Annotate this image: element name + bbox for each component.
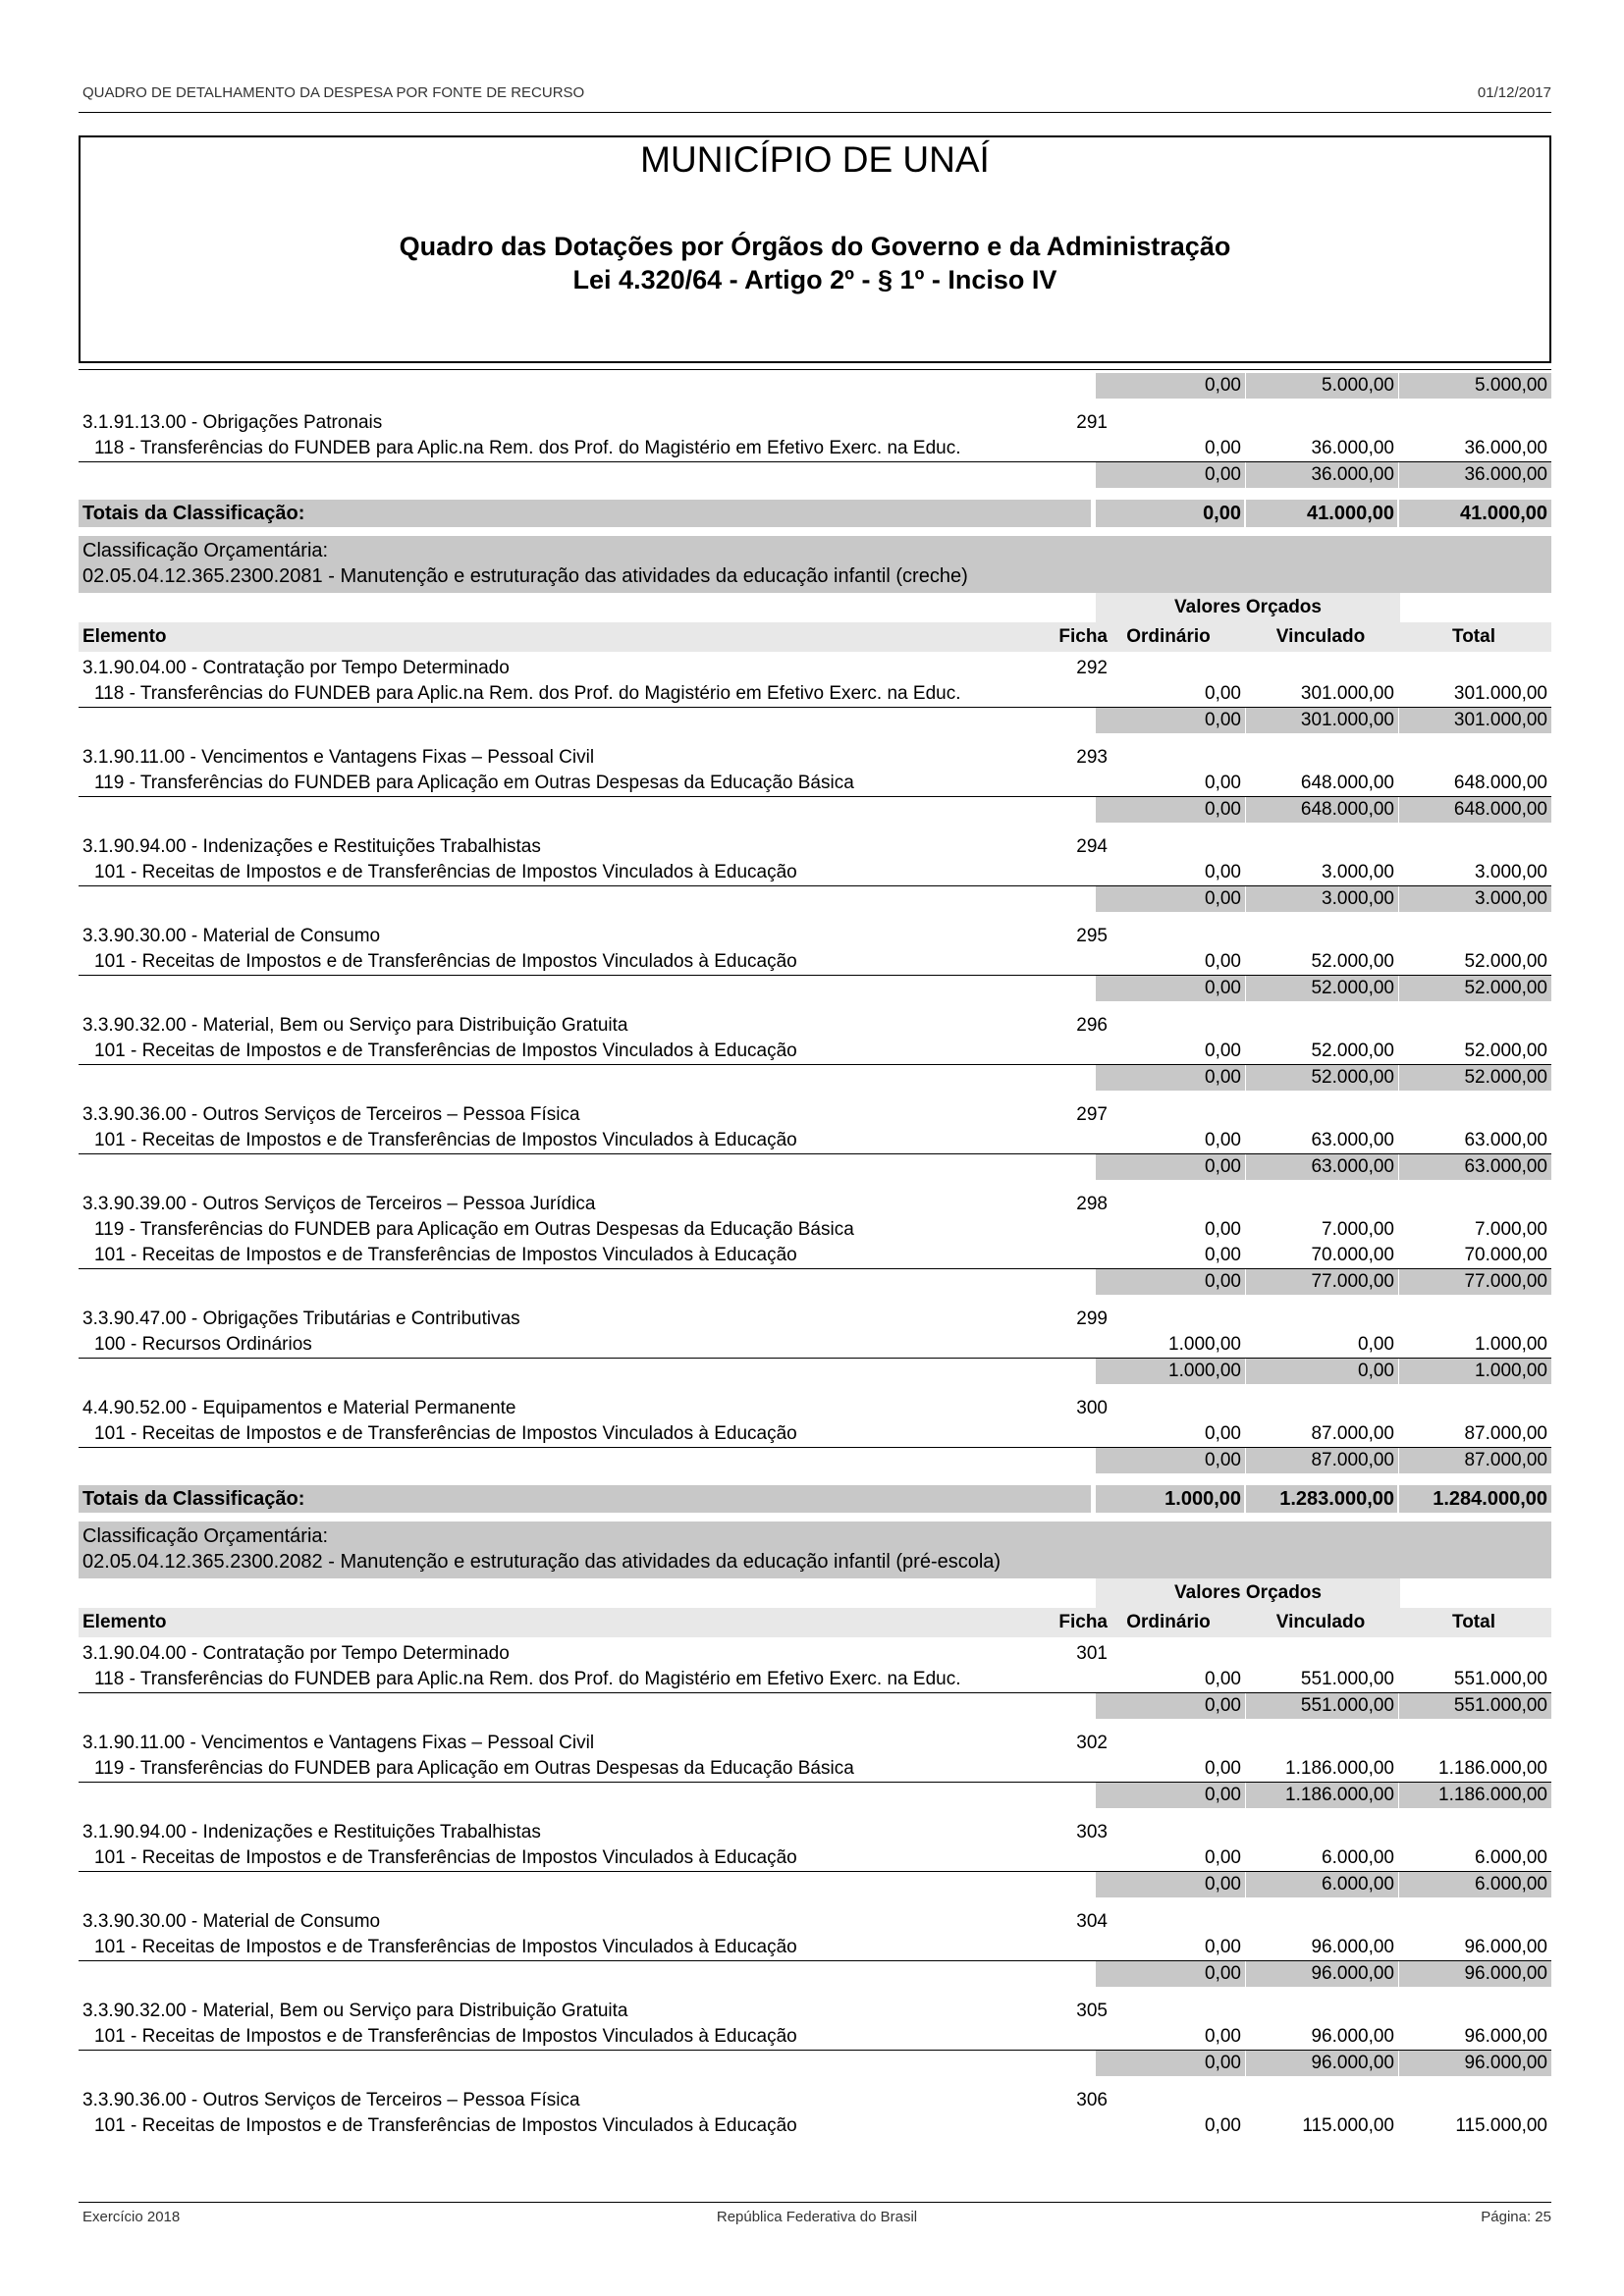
ordinario-value: 0,00 (1205, 1423, 1241, 1444)
fonte-name: 101 - Receitas de Impostos e de Transferências de Impostos Vinculados à Educação (94, 1130, 797, 1150)
ficha-number: 304 (1076, 1911, 1108, 1932)
vinculado-value: 7.000,00 (1322, 1219, 1394, 1240)
subtotal-row (79, 886, 1551, 912)
valores-orcados-row (79, 593, 1551, 622)
fonte-row (79, 860, 1551, 886)
subtotal-row (79, 462, 1551, 488)
element-row (79, 1641, 1551, 1667)
ordinario-value: 0,00 (1205, 2115, 1241, 2136)
subtotal-vinculado: 36.000,00 (1311, 464, 1394, 485)
ficha-number: 301 (1076, 1643, 1108, 1664)
subtotal-row (79, 1154, 1551, 1180)
document-title: Quadro das Dotações por Órgãos do Governo e da Administração (399, 232, 1231, 261)
vinculado-value: 52.000,00 (1311, 951, 1394, 972)
ficha-number: 291 (1076, 412, 1108, 433)
total-value: 6.000,00 (1475, 1847, 1547, 1868)
total-value: 301.000,00 (1453, 683, 1547, 704)
valores-orcados-label: Valores Orçados (1096, 593, 1400, 622)
fonte-row (79, 1935, 1551, 1961)
fonte-name: 119 - Transferências do FUNDEB para Aplicação em Outras Despesas da Educação Básica (94, 1758, 854, 1779)
column-divider (1245, 373, 1246, 399)
subtotal-row (79, 1872, 1551, 1897)
subtotal-ordinario: 0,00 (1205, 1785, 1241, 1805)
total-vinculado: 1.283.000,00 (1279, 1488, 1394, 1510)
ficha-number: 300 (1076, 1398, 1108, 1418)
fonte-name: 119 - Transferências do FUNDEB para Aplicação em Outras Despesas da Educação Básica (94, 1219, 854, 1240)
subtotal-ordinario: 0,00 (1205, 1874, 1241, 1895)
total-value: 87.000,00 (1464, 1423, 1547, 1444)
fonte-row (79, 949, 1551, 976)
fonte-name: 101 - Receitas de Impostos e de Transferências de Impostos Vinculados à Educação (94, 1245, 797, 1265)
total-value: 52.000,00 (1464, 1041, 1547, 1061)
element-name: 3.1.90.11.00 - Vencimentos e Vantagens Fixas – Pessoal Civil (82, 747, 595, 768)
element-row (79, 1307, 1551, 1332)
fonte-row (79, 1128, 1551, 1154)
column-header-total: Total (1452, 626, 1495, 647)
fonte-name: 100 - Recursos Ordinários (94, 1334, 312, 1355)
ordinario-value: 0,00 (1205, 1219, 1241, 1240)
fonte-name: 101 - Receitas de Impostos e de Transferências de Impostos Vinculados à Educação (94, 2026, 797, 2047)
ordinario-value: 0,00 (1205, 683, 1241, 704)
subtotal-vinculado: 52.000,00 (1311, 978, 1394, 998)
vinculado-value: 70.000,00 (1311, 1245, 1394, 1265)
fonte-row (79, 436, 1551, 462)
fonte-row (79, 1845, 1551, 1872)
element-row (79, 1820, 1551, 1845)
total-value: 52.000,00 (1464, 951, 1547, 972)
column-divider (1244, 1485, 1246, 1513)
vinculado-value: 87.000,00 (1311, 1423, 1394, 1444)
subtotal-ordinario: 0,00 (1205, 2053, 1241, 2073)
column-divider (1398, 708, 1399, 733)
subtotal-vinculado: 87.000,00 (1311, 1450, 1394, 1470)
ordinario-value: 0,00 (1205, 773, 1241, 793)
element-name: 3.1.90.04.00 - Contratação por Tempo Determinado (82, 658, 510, 678)
classification-label: Classificação Orçamentária: (82, 1525, 329, 1547)
column-divider (1398, 886, 1399, 912)
fonte-row (79, 1756, 1551, 1783)
column-header-ficha: Ficha (1058, 1612, 1108, 1632)
valores-orcados-label: Valores Orçados (1096, 1578, 1400, 1608)
subtotal-ordinario: 0,00 (1205, 464, 1241, 485)
fonte-name: 118 - Transferências do FUNDEB para Aplic.na Rem. dos Prof. do Magistério em Efetivo Exerc. na Educ. (94, 438, 961, 458)
vinculado-value: 6.000,00 (1322, 1847, 1394, 1868)
subtotal-vinculado: 1.186.000,00 (1285, 1785, 1394, 1805)
vinculado-value: 551.000,00 (1300, 1669, 1394, 1689)
column-header-vinculado: Vinculado (1275, 1612, 1366, 1632)
element-row (79, 656, 1551, 681)
classification-code: 02.05.04.12.365.2300.2081 - Manutenção e estruturação das atividades da educação infantil (creche) (82, 565, 968, 587)
column-divider (1398, 797, 1399, 823)
ordinario-value: 0,00 (1205, 862, 1241, 882)
total-value: 551.000,00 (1453, 1669, 1547, 1689)
subtotal-row (79, 976, 1551, 1001)
fonte-name: 101 - Receitas de Impostos e de Transferências de Impostos Vinculados à Educação (94, 1041, 797, 1061)
fonte-name: 101 - Receitas de Impostos e de Transferências de Impostos Vinculados à Educação (94, 1847, 797, 1868)
column-divider (1398, 1154, 1399, 1180)
column-divider (1245, 1065, 1246, 1091)
ficha-number: 296 (1076, 1015, 1108, 1036)
column-header-ordinario: Ordinário (1126, 626, 1211, 647)
column-header-elemento: Elemento (82, 1612, 167, 1632)
column-divider (1398, 1065, 1399, 1091)
subtotal-vinculado: 0,00 (1358, 1361, 1394, 1381)
subtotal-total: 96.000,00 (1464, 1963, 1547, 1984)
total-value: 115.000,00 (1455, 2115, 1547, 2136)
element-name: 3.3.90.39.00 - Outros Serviços de Terceiros – Pessoa Jurídica (82, 1194, 596, 1214)
element-row (79, 1909, 1551, 1935)
total-value: 36.000,00 (1464, 438, 1547, 458)
fonte-row (79, 1667, 1551, 1693)
element-name: 3.3.90.36.00 - Outros Serviços de Terceiros – Pessoa Física (82, 2090, 580, 2110)
column-header-vinculado: Vinculado (1275, 626, 1366, 647)
column-header-ficha: Ficha (1058, 626, 1108, 647)
classification-total-row (79, 500, 1551, 527)
subtotal-vinculado: 551.000,00 (1300, 1695, 1394, 1716)
classification-label: Classificação Orçamentária: (82, 540, 329, 561)
total-total: 1.284.000,00 (1433, 1488, 1547, 1510)
vinculado-value: 63.000,00 (1311, 1130, 1394, 1150)
column-header-ordinario: Ordinário (1126, 1612, 1211, 1632)
subtotal-row (79, 1961, 1551, 1987)
legal-reference: Lei 4.320/64 - Artigo 2º - § 1º - Inciso IV (572, 265, 1057, 294)
ficha-number: 293 (1076, 747, 1108, 768)
subtotal-ordinario: 0,00 (1205, 1067, 1241, 1088)
vinculado-value: 96.000,00 (1311, 2026, 1394, 2047)
totals-label: Totais da Classificação: (82, 1488, 305, 1510)
subtotal-row (79, 1065, 1551, 1091)
column-divider (1244, 500, 1246, 527)
title-box (79, 135, 1551, 363)
vinculado-value: 96.000,00 (1311, 1937, 1394, 1957)
total-value: 648.000,00 (1453, 773, 1547, 793)
footer-divider (79, 2202, 1551, 2203)
subtotal-total: 5.000,00 (1475, 375, 1547, 396)
subtotal-total: 6.000,00 (1475, 1874, 1547, 1895)
column-divider (1398, 1872, 1399, 1897)
ficha-number: 297 (1076, 1104, 1108, 1125)
totals-label: Totais da Classificação: (82, 503, 305, 524)
total-value: 96.000,00 (1464, 1937, 1547, 1957)
column-divider (1398, 1269, 1399, 1295)
column-divider (1398, 1783, 1399, 1808)
vinculado-value: 115.000,00 (1302, 2115, 1394, 2136)
column-divider (1245, 1961, 1246, 1987)
fonte-row (79, 681, 1551, 708)
ficha-number: 306 (1076, 2090, 1108, 2110)
fonte-row (79, 1217, 1551, 1243)
total-total: 41.000,00 (1460, 503, 1547, 524)
fonte-row (79, 2024, 1551, 2051)
fiscal-year: Exercício 2018 (82, 2209, 181, 2225)
column-divider (1245, 708, 1246, 733)
total-ordinario: 1.000,00 (1164, 1488, 1241, 1510)
subtotal-total: 1.000,00 (1475, 1361, 1547, 1381)
element-row (79, 1013, 1551, 1039)
column-divider (1398, 1961, 1399, 1987)
element-row (79, 1999, 1551, 2024)
subtotal-total: 301.000,00 (1453, 710, 1547, 730)
subtotal-vinculado: 96.000,00 (1311, 1963, 1394, 1984)
subtotal-total: 87.000,00 (1464, 1450, 1547, 1470)
column-divider (1245, 462, 1246, 488)
column-divider (1245, 1269, 1246, 1295)
fonte-name: 101 - Receitas de Impostos e de Transferências de Impostos Vinculados à Educação (94, 1423, 797, 1444)
total-value: 3.000,00 (1475, 862, 1547, 882)
column-divider (1245, 2051, 1246, 2076)
fonte-name: 119 - Transferências do FUNDEB para Aplicação em Outras Despesas da Educação Básica (94, 773, 854, 793)
ficha-number: 302 (1076, 1733, 1108, 1753)
subtotal-ordinario: 0,00 (1205, 710, 1241, 730)
fonte-name: 101 - Receitas de Impostos e de Transferências de Impostos Vinculados à Educação (94, 2115, 797, 2136)
fonte-name: 118 - Transferências do FUNDEB para Aplic.na Rem. dos Prof. do Magistério em Efetivo Exerc. na Educ. (94, 1669, 961, 1689)
subtotal-vinculado: 52.000,00 (1311, 1067, 1394, 1088)
column-header-elemento: Elemento (82, 626, 167, 647)
column-divider (1245, 1872, 1246, 1897)
column-divider (1245, 1448, 1246, 1473)
element-name: 3.3.90.32.00 - Material, Bem ou Serviço para Distribuição Gratuita (82, 1015, 628, 1036)
subtotal-total: 1.186.000,00 (1438, 1785, 1547, 1805)
element-name: 3.3.90.30.00 - Material de Consumo (82, 926, 381, 946)
fonte-name: 101 - Receitas de Impostos e de Transferências de Impostos Vinculados à Educação (94, 1937, 797, 1957)
column-divider (1245, 886, 1246, 912)
column-divider (1398, 1693, 1399, 1719)
subtotal-total: 96.000,00 (1464, 2053, 1547, 2073)
subtotal-vinculado: 6.000,00 (1322, 1874, 1394, 1895)
country-name: República Federativa do Brasil (716, 2209, 918, 2225)
subtotal-total: 36.000,00 (1464, 464, 1547, 485)
subtotal-ordinario: 0,00 (1205, 1695, 1241, 1716)
total-value: 63.000,00 (1464, 1130, 1547, 1150)
element-row (79, 1396, 1551, 1421)
vinculado-value: 3.000,00 (1322, 862, 1394, 882)
subtotal-row (79, 2051, 1551, 2076)
subtotal-row (79, 1269, 1551, 1295)
subtotal-total: 52.000,00 (1464, 978, 1547, 998)
total-ordinario: 0,00 (1203, 503, 1241, 524)
vinculado-value: 301.000,00 (1300, 683, 1394, 704)
page-header (82, 84, 1551, 104)
page-number: Página: 25 (1481, 2209, 1551, 2225)
subtotal-ordinario: 0,00 (1205, 1450, 1241, 1470)
report-name: QUADRO DE DETALHAMENTO DA DESPESA POR FONTE DE RECURSO (82, 84, 585, 101)
ordinario-value: 0,00 (1205, 1847, 1241, 1868)
fonte-name: 101 - Receitas de Impostos e de Transferências de Impostos Vinculados à Educação (94, 862, 797, 882)
subtotal-vinculado: 96.000,00 (1311, 2053, 1394, 2073)
ordinario-value: 0,00 (1205, 2026, 1241, 2047)
ordinario-value: 0,00 (1205, 438, 1241, 458)
subtotal-total: 77.000,00 (1464, 1271, 1547, 1292)
column-divider (1398, 1448, 1399, 1473)
ficha-number: 299 (1076, 1308, 1108, 1329)
element-name: 3.3.90.36.00 - Outros Serviços de Terceiros – Pessoa Física (82, 1104, 580, 1125)
ficha-number: 305 (1076, 2001, 1108, 2021)
element-name: 3.3.90.47.00 - Obrigações Tributárias e Contributivas (82, 1308, 520, 1329)
column-divider (1245, 1154, 1246, 1180)
subtotal-row (79, 1359, 1551, 1384)
valores-orcados-row (79, 1578, 1551, 1608)
ordinario-value: 0,00 (1205, 1041, 1241, 1061)
budget-table (79, 373, 1551, 2139)
vinculado-value: 36.000,00 (1311, 438, 1394, 458)
element-row (79, 1731, 1551, 1756)
total-value: 7.000,00 (1475, 1219, 1547, 1240)
total-value: 96.000,00 (1464, 2026, 1547, 2047)
subtotal-total: 63.000,00 (1464, 1156, 1547, 1177)
column-divider (1245, 797, 1246, 823)
fonte-row (79, 1332, 1551, 1359)
column-header-row (79, 622, 1551, 652)
total-vinculado: 41.000,00 (1307, 503, 1394, 524)
column-divider (1398, 976, 1399, 1001)
subtotal-vinculado: 3.000,00 (1322, 888, 1394, 909)
fonte-row (79, 2113, 1551, 2139)
subtotal-vinculado: 648.000,00 (1300, 799, 1394, 820)
column-divider (1398, 462, 1399, 488)
classification-header (79, 1522, 1551, 1578)
subtotal-vinculado: 301.000,00 (1300, 710, 1394, 730)
ordinario-value: 0,00 (1205, 1130, 1241, 1150)
ficha-number: 295 (1076, 926, 1108, 946)
element-row (79, 410, 1551, 436)
subtotal-total: 551.000,00 (1453, 1695, 1547, 1716)
element-row (79, 2088, 1551, 2113)
total-value: 1.000,00 (1475, 1334, 1547, 1355)
subtotal-ordinario: 0,00 (1205, 1271, 1241, 1292)
element-row (79, 745, 1551, 771)
vinculado-value: 52.000,00 (1311, 1041, 1394, 1061)
column-header-row (79, 1608, 1551, 1637)
subtotal-row (79, 373, 1551, 399)
element-name: 3.1.90.94.00 - Indenizações e Restituições Trabalhistas (82, 836, 541, 857)
municipality-title: MUNICÍPIO DE UNAÍ (640, 139, 990, 180)
title-divider (79, 369, 1551, 370)
column-divider (1397, 500, 1399, 527)
column-divider (1397, 1485, 1399, 1513)
subtotal-ordinario: 0,00 (1205, 1963, 1241, 1984)
ficha-number: 294 (1076, 836, 1108, 857)
ordinario-value: 0,00 (1205, 951, 1241, 972)
subtotal-ordinario: 0,00 (1205, 799, 1241, 820)
fonte-row (79, 1243, 1551, 1269)
subtotal-row (79, 708, 1551, 733)
subtotal-vinculado: 63.000,00 (1311, 1156, 1394, 1177)
subtotal-row (79, 797, 1551, 823)
subtotal-vinculado: 77.000,00 (1311, 1271, 1394, 1292)
column-divider (1245, 1693, 1246, 1719)
report-date: 01/12/2017 (1477, 84, 1551, 101)
ficha-number: 298 (1076, 1194, 1108, 1214)
ficha-number: 303 (1076, 1822, 1108, 1842)
element-name: 3.1.90.11.00 - Vencimentos e Vantagens Fixas – Pessoal Civil (82, 1733, 595, 1753)
element-name: 3.1.90.04.00 - Contratação por Tempo Determinado (82, 1643, 510, 1664)
subtotal-ordinario: 0,00 (1205, 375, 1241, 396)
classification-total-row (79, 1485, 1551, 1513)
ordinario-value: 0,00 (1205, 1245, 1241, 1265)
ordinario-value: 0,00 (1205, 1937, 1241, 1957)
subtotal-total: 52.000,00 (1464, 1067, 1547, 1088)
fonte-name: 101 - Receitas de Impostos e de Transferências de Impostos Vinculados à Educação (94, 951, 797, 972)
subtotal-total: 3.000,00 (1475, 888, 1547, 909)
subtotal-ordinario: 1.000,00 (1168, 1361, 1241, 1381)
header-divider (79, 112, 1551, 113)
column-divider (1398, 2051, 1399, 2076)
ordinario-value: 0,00 (1205, 1669, 1241, 1689)
element-name: 3.1.90.94.00 - Indenizações e Restituições Trabalhistas (82, 1822, 541, 1842)
column-header-total: Total (1452, 1612, 1495, 1632)
ficha-number: 292 (1076, 658, 1108, 678)
vinculado-value: 648.000,00 (1300, 773, 1394, 793)
page-footer (82, 2209, 1551, 2228)
total-value: 70.000,00 (1464, 1245, 1547, 1265)
column-divider (1245, 976, 1246, 1001)
ordinario-value: 0,00 (1205, 1758, 1241, 1779)
total-value: 1.186.000,00 (1438, 1758, 1547, 1779)
subtotal-vinculado: 5.000,00 (1322, 375, 1394, 396)
fonte-row (79, 771, 1551, 797)
element-row (79, 924, 1551, 949)
subtotal-ordinario: 0,00 (1205, 978, 1241, 998)
element-name: 4.4.90.52.00 - Equipamentos e Material Permanente (82, 1398, 516, 1418)
element-name: 3.3.90.30.00 - Material de Consumo (82, 1911, 381, 1932)
element-row (79, 834, 1551, 860)
element-name: 3.3.90.32.00 - Material, Bem ou Serviço para Distribuição Gratuita (82, 2001, 628, 2021)
subtotal-row (79, 1448, 1551, 1473)
element-row (79, 1102, 1551, 1128)
classification-header (79, 536, 1551, 593)
classification-code: 02.05.04.12.365.2300.2082 - Manutenção e estruturação das atividades da educação infantil (pré-escola) (82, 1551, 1001, 1573)
column-divider (1398, 373, 1399, 399)
element-name: 3.1.91.13.00 - Obrigações Patronais (82, 412, 383, 433)
fonte-row (79, 1039, 1551, 1065)
vinculado-value: 0,00 (1358, 1334, 1394, 1355)
column-divider (1245, 1783, 1246, 1808)
subtotal-row (79, 1783, 1551, 1808)
subtotal-total: 648.000,00 (1453, 799, 1547, 820)
vinculado-value: 1.186.000,00 (1285, 1758, 1394, 1779)
subtotal-row (79, 1693, 1551, 1719)
subtotal-ordinario: 0,00 (1205, 1156, 1241, 1177)
fonte-name: 118 - Transferências do FUNDEB para Aplic.na Rem. dos Prof. do Magistério em Efetivo Exerc. na Educ. (94, 683, 961, 704)
column-divider (1398, 1359, 1399, 1384)
element-row (79, 1192, 1551, 1217)
subtotal-ordinario: 0,00 (1205, 888, 1241, 909)
column-divider (1245, 1359, 1246, 1384)
ordinario-value: 1.000,00 (1168, 1334, 1241, 1355)
fonte-row (79, 1421, 1551, 1448)
